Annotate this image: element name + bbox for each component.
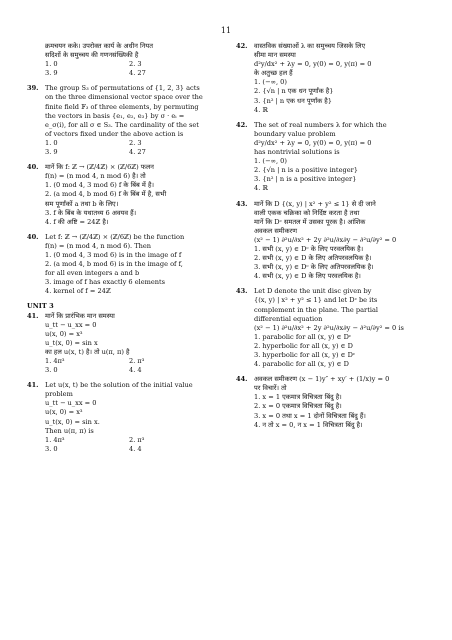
left-column xyxy=(27,42,213,460)
question-text-line: मानें कि f: ℤ → (ℤ/4ℤ) × (ℤ/6ℤ) फलन xyxy=(45,163,154,172)
question-41-en xyxy=(27,381,213,454)
question-39 xyxy=(27,84,213,157)
question-text-line: अवकल समीकरण xyxy=(254,226,297,235)
option: 1. 4π³ xyxy=(45,435,65,444)
question-text-line: (x² − 1) ∂²u/∂x² + 2y ∂²u/∂x∂y − ∂²u/∂y² = 0 xyxy=(254,235,397,244)
question-text-line: वाली एकक चक्रिका को निर्दिष्ट करता है तथा xyxy=(254,208,360,217)
question-text-line: e_σ(i), for all σ ∈ S₃. The cardinality of the set xyxy=(45,120,199,129)
option: 2. x = 0 एकमात्र विचित्रता बिंदु है। xyxy=(254,402,342,411)
question-text-line: का हल u(x, t) है। तो u(π, π) है xyxy=(45,347,130,356)
question-text-line: u_t(x, 0) = sin x xyxy=(45,338,98,347)
question-text-line: the vectors in basis {e₁, e₂, e₃} by σ · eᵢ = xyxy=(45,111,185,120)
question-text-line: complement in the plane. The partial xyxy=(254,305,378,314)
option: 2. π³ xyxy=(129,435,145,444)
question-text-line: u(x, 0) = x³ xyxy=(45,408,83,417)
option: for all even integers a and b xyxy=(45,269,140,278)
option: 4. kernel of f = 24ℤ xyxy=(45,287,111,296)
option: 2. (a mod 4, b mod 6) is in the image of f, xyxy=(45,260,183,269)
option: 3. x = 0 तथा x = 1 दोनों विचित्रता बिंदु हैं। xyxy=(254,411,366,420)
question-text-line: सदिशों के समुच्चय की गणनसंख्यिकी है xyxy=(45,51,139,60)
question-text-line: u_t(x, 0) = sin x. xyxy=(45,417,100,426)
question-40-hi xyxy=(27,163,213,227)
right-column xyxy=(236,42,428,436)
option: 1. (0 mod 4, 3 mod 6) is in the image of f xyxy=(45,250,182,259)
option-row xyxy=(45,69,213,78)
question-42-hi xyxy=(236,42,428,115)
option-row xyxy=(45,445,213,454)
question-43-hi xyxy=(236,200,428,282)
option: 1. x = 1 एकमात्र विचित्रता बिंदु है। xyxy=(254,393,342,402)
option: 3. सभी (x, y) ∈ Dᶜ के लिए अतिपरवलयिक है। xyxy=(254,263,374,272)
question-text-line: Then u(π, π) is xyxy=(45,426,94,435)
option: 4. ℝ xyxy=(254,184,268,193)
option-row xyxy=(45,436,213,445)
question-text-line: u_tt − u_xx = 0 xyxy=(45,320,97,329)
unit-heading: UNIT 3 xyxy=(27,302,54,311)
option: 4. सभी (x, y) ∈ D के लिए परवलयिक है। xyxy=(254,272,361,281)
question-number: 43. xyxy=(236,287,248,296)
option: 1. parabolic for all (x, y) ∈ Dᶜ xyxy=(254,332,352,341)
question-text-line: अवकल समीकरण (x − 1)y″ + xy′ + (1/x)y = 0 xyxy=(254,375,390,384)
question-text-line: Let u(x, t) be the solution of the initial value xyxy=(45,381,193,390)
option: 2. (a mod 4, b mod 6) f के बिंब में है, सभी xyxy=(45,190,167,199)
option: 1. 0 xyxy=(45,60,58,69)
option: 1. (0 mod 4, 3 mod 6) f के बिंब में है। xyxy=(45,181,154,190)
question-number: 41. xyxy=(27,381,39,390)
question-text-line: मानें कि प्रारंभिक मान समस्या xyxy=(45,311,115,320)
question-text-line: मानें कि D {(x, y) | x² + y² ≤ 1} से दी जाने xyxy=(254,199,376,208)
question-number: 42. xyxy=(236,120,248,129)
question-text-line: क्रमचयन कके। उपरोक्त कार्य के अधीन नियत xyxy=(45,42,154,50)
question-text-line: d²y/dx² + λy = 0, y(0) = 0, y(π) = 0 xyxy=(254,60,372,69)
option: 3. f के बिंब के यथातथ्य 6 अवयव हैं। xyxy=(45,208,137,217)
question-43-en xyxy=(236,287,428,369)
option-row xyxy=(45,366,213,375)
option: 4. parabolic for all (x, y) ∈ D xyxy=(254,360,349,369)
question-text-line: सीमा मान समस्या xyxy=(254,51,296,60)
option: 3. 9 xyxy=(45,148,58,157)
question-text-line: u_tt − u_xx = 0 xyxy=(45,399,97,408)
question-number: 44. xyxy=(236,375,248,384)
option: 2. सभी (x, y) ∈ D के लिए अतिपरवलयिक है। xyxy=(254,254,372,263)
option-row xyxy=(45,139,213,148)
option: 1. 4π³ xyxy=(45,357,65,365)
question-text-line: finite field 𝔽₃ of three elements, by permuting xyxy=(45,102,199,111)
question-text-line: पर विचारें। तो xyxy=(254,384,287,393)
question-text-line: The set of real numbers λ for which the xyxy=(254,120,387,129)
option: 2. π³ xyxy=(129,357,145,365)
option: 3. hyperbolic for all (x, y) ∈ Dᶜ xyxy=(254,351,356,359)
option: 4. ℝ xyxy=(254,105,268,114)
option: सम पूर्णांकों a तथा b के लिए। xyxy=(45,199,119,208)
option: 2. 3 xyxy=(129,60,142,69)
question-number: 40. xyxy=(27,163,39,172)
question-41-hi xyxy=(27,312,213,376)
option: 3. image of f has exactly 6 elements xyxy=(45,278,166,287)
question-text-line: के अतुच्छ हल हैं xyxy=(254,69,293,78)
option: 3. {n² | n एक धन पूर्णांक है} xyxy=(254,96,332,105)
option: 4. 4 xyxy=(129,366,142,375)
question-number: 41. xyxy=(27,311,39,320)
option: 3. 0 xyxy=(45,366,58,375)
option: 3. {n² | n is a positive integer} xyxy=(254,175,357,184)
question-text-line: The group S₃ of permutations of {1, 2, 3} acts xyxy=(45,84,200,93)
question-40-en xyxy=(27,233,213,297)
question-text-line: of vectors fixed under the above action is xyxy=(45,129,184,138)
option-row xyxy=(45,357,213,366)
question-text-line: d²y/dx² + λy = 0, y(0) = 0, y(π) = 0 xyxy=(254,138,372,147)
question-text-line: (x² − 1) ∂²u/∂x² + 2y ∂²u/∂x∂y − ∂²u/∂y² = 0 is xyxy=(254,323,404,332)
option: 3. 9 xyxy=(45,69,58,78)
question-text-line: u(x, 0) = x³ xyxy=(45,329,83,338)
option: 2. 3 xyxy=(129,138,142,147)
question-text-line: on the three dimensional vector space over the xyxy=(45,93,203,102)
question-text-line: problem xyxy=(45,390,73,399)
question-text-line: boundary value problem xyxy=(254,129,336,138)
option: 4. न तो x = 0, न x = 1 विचित्रता बिंदु है। xyxy=(254,420,363,429)
question-intro xyxy=(27,42,213,78)
question-number: 42. xyxy=(236,42,248,50)
question-number: 39. xyxy=(27,84,39,93)
question-text-line: मानें कि Dᶜ समतल में उसका पूरक है। आंशिक xyxy=(254,217,366,226)
option: 1. (−∞, 0) xyxy=(254,78,287,87)
option-row xyxy=(45,148,213,157)
option: 2. {√n | n एक धन पूर्णांक है} xyxy=(254,87,334,96)
question-text-line: f(n) = (n mod 4, n mod 6) है। तो xyxy=(45,172,146,181)
page-number: 11 xyxy=(220,26,232,35)
question-42-en xyxy=(236,121,428,194)
option: 1. सभी (x, y) ∈ Dᶜ के लिए परवलयिक है। xyxy=(254,244,364,253)
option: 2. hyperbolic for all (x, y) ∈ D xyxy=(254,341,353,350)
option: 4. 27 xyxy=(129,148,146,157)
option-row xyxy=(45,60,213,69)
option: 3. 0 xyxy=(45,444,58,453)
question-44-hi xyxy=(236,375,428,430)
question-number: 43. xyxy=(236,199,248,208)
question-text-line: differential equation xyxy=(254,314,323,323)
option: 4. 27 xyxy=(129,69,146,78)
question-text-line: {(x, y) | x² + y² ≤ 1} and let Dᶜ be its xyxy=(254,296,378,305)
question-text-line: वास्तविक संख्याओं λ का समुच्चय जिसके लिए xyxy=(254,42,366,50)
question-text-line: f(n) = (n mod 4, n mod 6). Then xyxy=(45,241,152,250)
option: 1. (−∞, 0) xyxy=(254,157,287,166)
question-number: 40. xyxy=(27,232,39,241)
question-text-line: Let D denote the unit disc given by xyxy=(254,287,372,296)
option: 4. 4 xyxy=(129,444,142,453)
option: 1. 0 xyxy=(45,138,58,147)
option: 2. {√n | n is a positive integer} xyxy=(254,166,358,175)
option: 4. f की अष्टि = 24ℤ है। xyxy=(45,217,109,226)
question-text-line: Let f: ℤ → (ℤ/4ℤ) × (ℤ/6ℤ) be the function xyxy=(45,232,185,241)
question-text-line: has nontrivial solutions is xyxy=(254,148,340,157)
